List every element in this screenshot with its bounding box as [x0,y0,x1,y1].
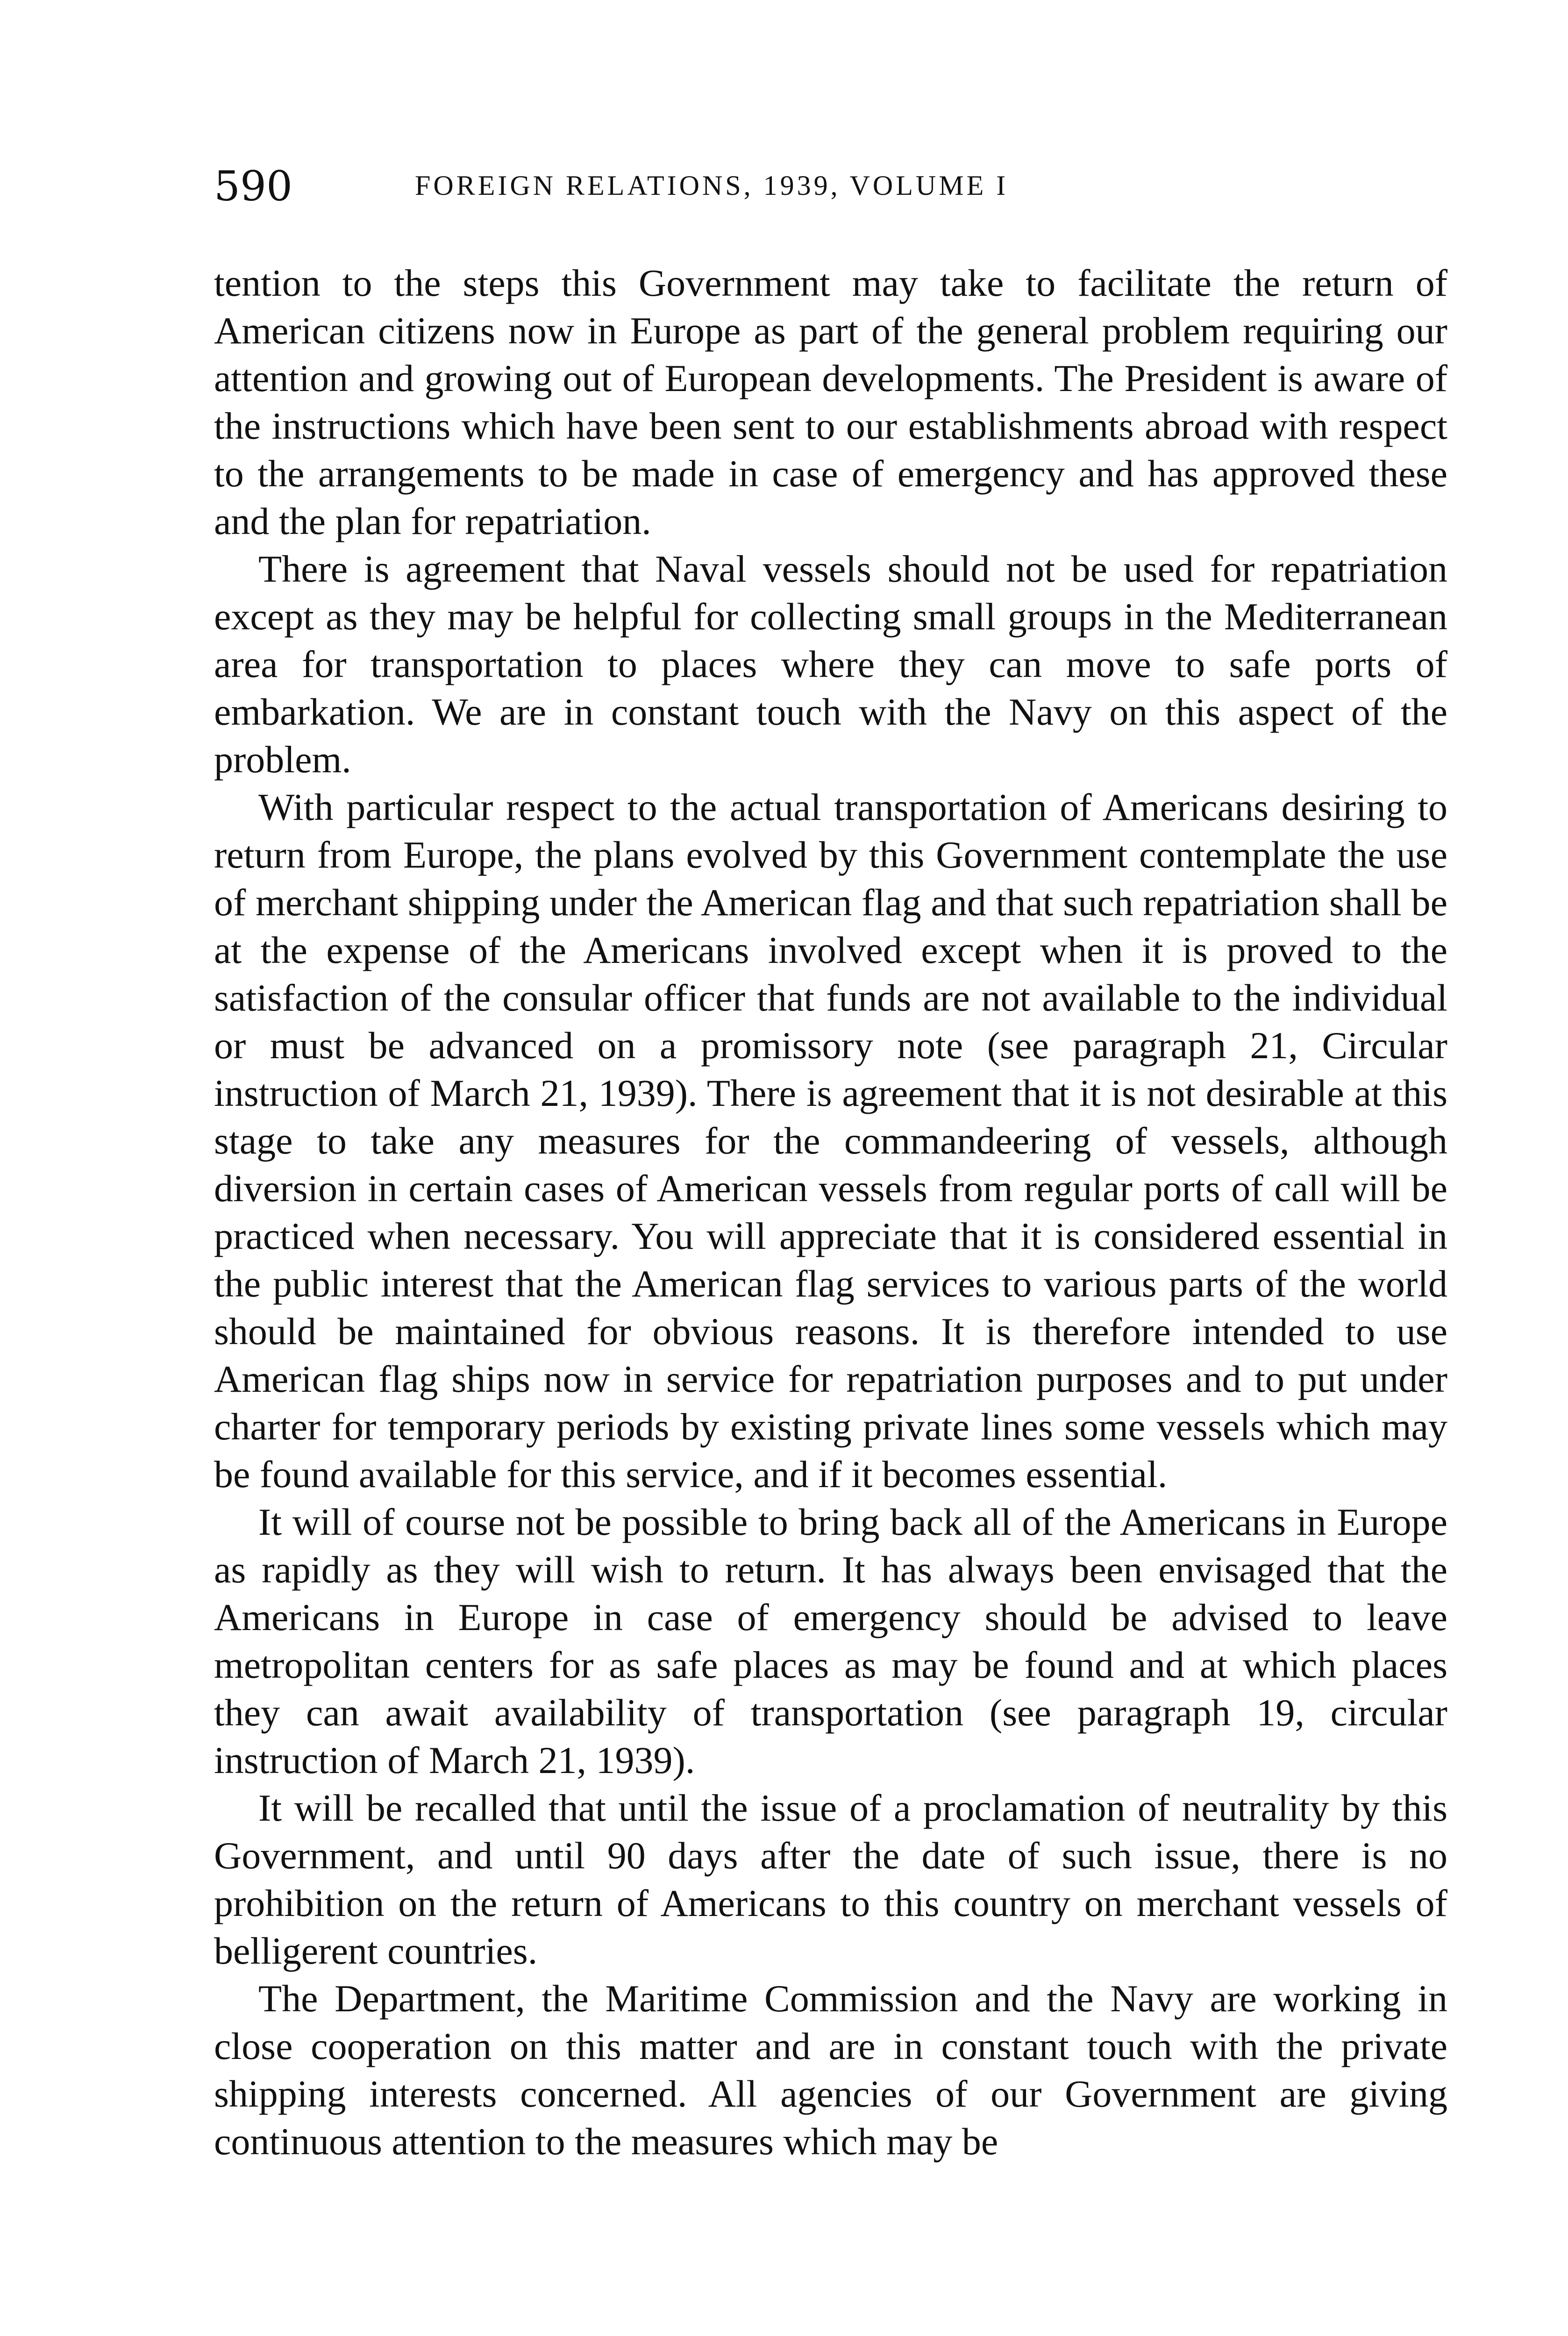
paragraph-return-timing: It will of course not be possible to bring back all of the Americans in Europe as rapidly as they will wish to return. It has always been envisaged that the Americans in Europe in case of emergency should be advised to leave metropolitan centers for as safe places as may be found and at which places they can await availability of transportation (see paragraph 19, circular instruction of March 21, 1939). [214,1501,1447,1781]
running-head: FOREIGN RELATIONS, 1939, VOLUME I [415,170,1009,201]
paragraph-transportation: With particular respect to the actual transportation of Americans desiring to return from Europe, the plans evolved by this Government contemplate the use of merchant shipping under the American flag and that such repatriation shall be at the expense of the Americans involved except when it is proved to the satisfaction of the consular officer that funds are not available to the individual or must be advanced on a promissory note (see paragraph 21, Circular instruction of March 21, 1939). There is agreement that it is not desirable at this stage to take any measures for the commandeering of vessels, although diversion in certain cases of American vessels from regular ports of call will be practiced when necessary. You will appreciate that it is considered essential in the public interest that the American flag services to various parts of the world should be maintained for obvious reasons. It is therefore intended to use American flag ships now in service for repatriation purposes and to put under charter for temporary periods by existing private lines some vessels which may be found available for this service, and if it becomes essential. [214,786,1447,1496]
page-header [214,162,1447,222]
paragraph-cooperation: The Department, the Maritime Commission and the Navy are working in close cooperation on this matter and are in constant touch with the private shipping interests concerned. All agencies of our Government are giving continuous attention to the measures which may be [214,1977,1447,2163]
paragraph-naval-vessels: There is agreement that Naval vessels should not be used for repatriation except as they may be helpful for collecting small groups in the Mediterranean area for transportation to places where they can move to safe ports of embarkation. We are in constant touch with the Navy on this aspect of the problem. [214,548,1447,781]
body-text [214,259,1447,2165]
paragraph-continuation: tention to the steps this Government may take to facilitate the return of American citizens now in Europe as part of the general problem requiring our attention and growing out of European developments. The President is aware of the instructions which have been sent to our establishments abroad with respect to the arrangements to be made in case of emergency and has approved these and the plan for repatriation. [214,262,1447,542]
paragraph-neutrality: It will be recalled that until the issue of a proclamation of neutrality by this Government, and until 90 days after the date of such issue, there is no prohibition on the return of Americans to this country on merchant vessels of belligerent countries. [214,1787,1447,1972]
page-number: 590 [214,162,292,210]
